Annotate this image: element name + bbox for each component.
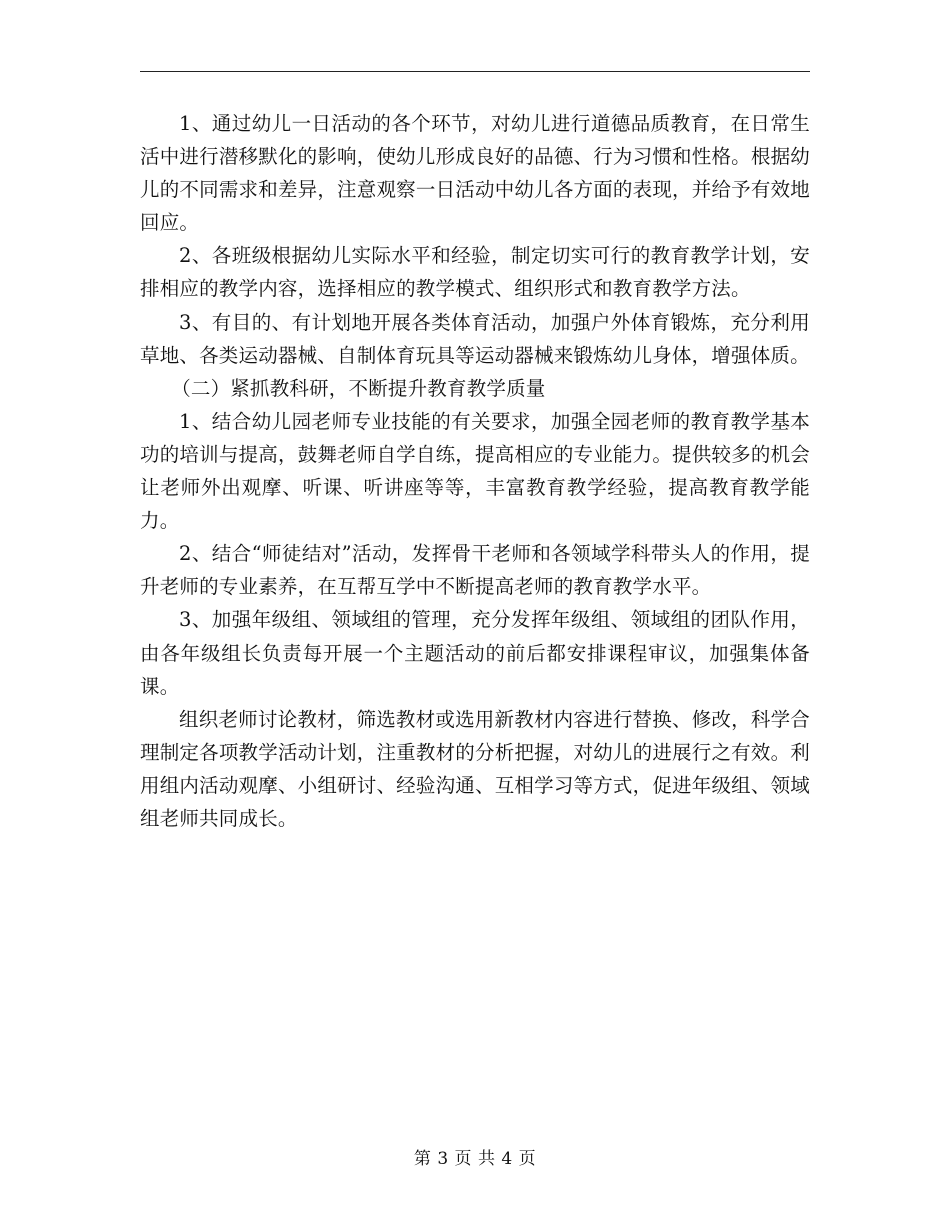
paragraph-4: 1、结合幼儿园老师专业技能的有关要求，加强全园老师的教育教学基本功的培训与提高，鼓舞老师自学自练，提高相应的专业能力。提供较多的机会让老师外出观摩、听课、听讲座等等，丰富教育教学经验，提高教育教学能力。 <box>140 409 810 533</box>
paragraph-1: 1、通过幼儿一日活动的各个环节，对幼儿进行道德品质教育，在日常生活中进行潜移默化的影响，使幼儿形成良好的品德、行为习惯和性格。根据幼儿的不同需求和差异，注意观察一日活动中幼儿各方面的表现，并给予有效地回应。 <box>140 112 810 235</box>
paragraph-2: 2、各班级根据幼儿实际水平和经验，制定切实可行的教育教学计划，安排相应的教学内容，选择相应的教学模式、组织形式和教育教学方法。 <box>140 244 810 301</box>
paragraph-3: 3、有目的、有计划地开展各类体育活动，加强户外体育锻炼，充分利用草地、各类运动器械、自制体育玩具等运动器械来锻炼幼儿身体，增强体质。 <box>140 310 810 367</box>
document-body <box>140 107 810 835</box>
header-rule <box>140 71 810 72</box>
paragraph-6: 3、加强年级组、领域组的管理，充分发挥年级组、领域组的团队作用，由各年级组长负责每开展一个主题活动的前后都安排课程审议，加强集体备课。 <box>140 608 810 698</box>
section-heading: （二）紧抓教科研，不断提升教育教学质量 <box>171 376 546 400</box>
paragraph-7: 组织老师讨论教材，筛选教材或选用新教材内容进行替换、修改，科学合理制定各项教学活动计划，注重教材的分析把握，对幼儿的进展行之有效。利用组内活动观摩、小组研讨、经验沟通、互相学习等方式，促进年级组、领域组老师共同成长。 <box>140 707 810 830</box>
page-number-footer: 第 3 页 共 4 页 <box>413 1149 537 1169</box>
paragraph-5: 2、结合“师徒结对”活动，发挥骨干老师和各领域学科带头人的作用，提升老师的专业素养，在互帮互学中不断提高老师的教育教学水平。 <box>140 542 810 599</box>
